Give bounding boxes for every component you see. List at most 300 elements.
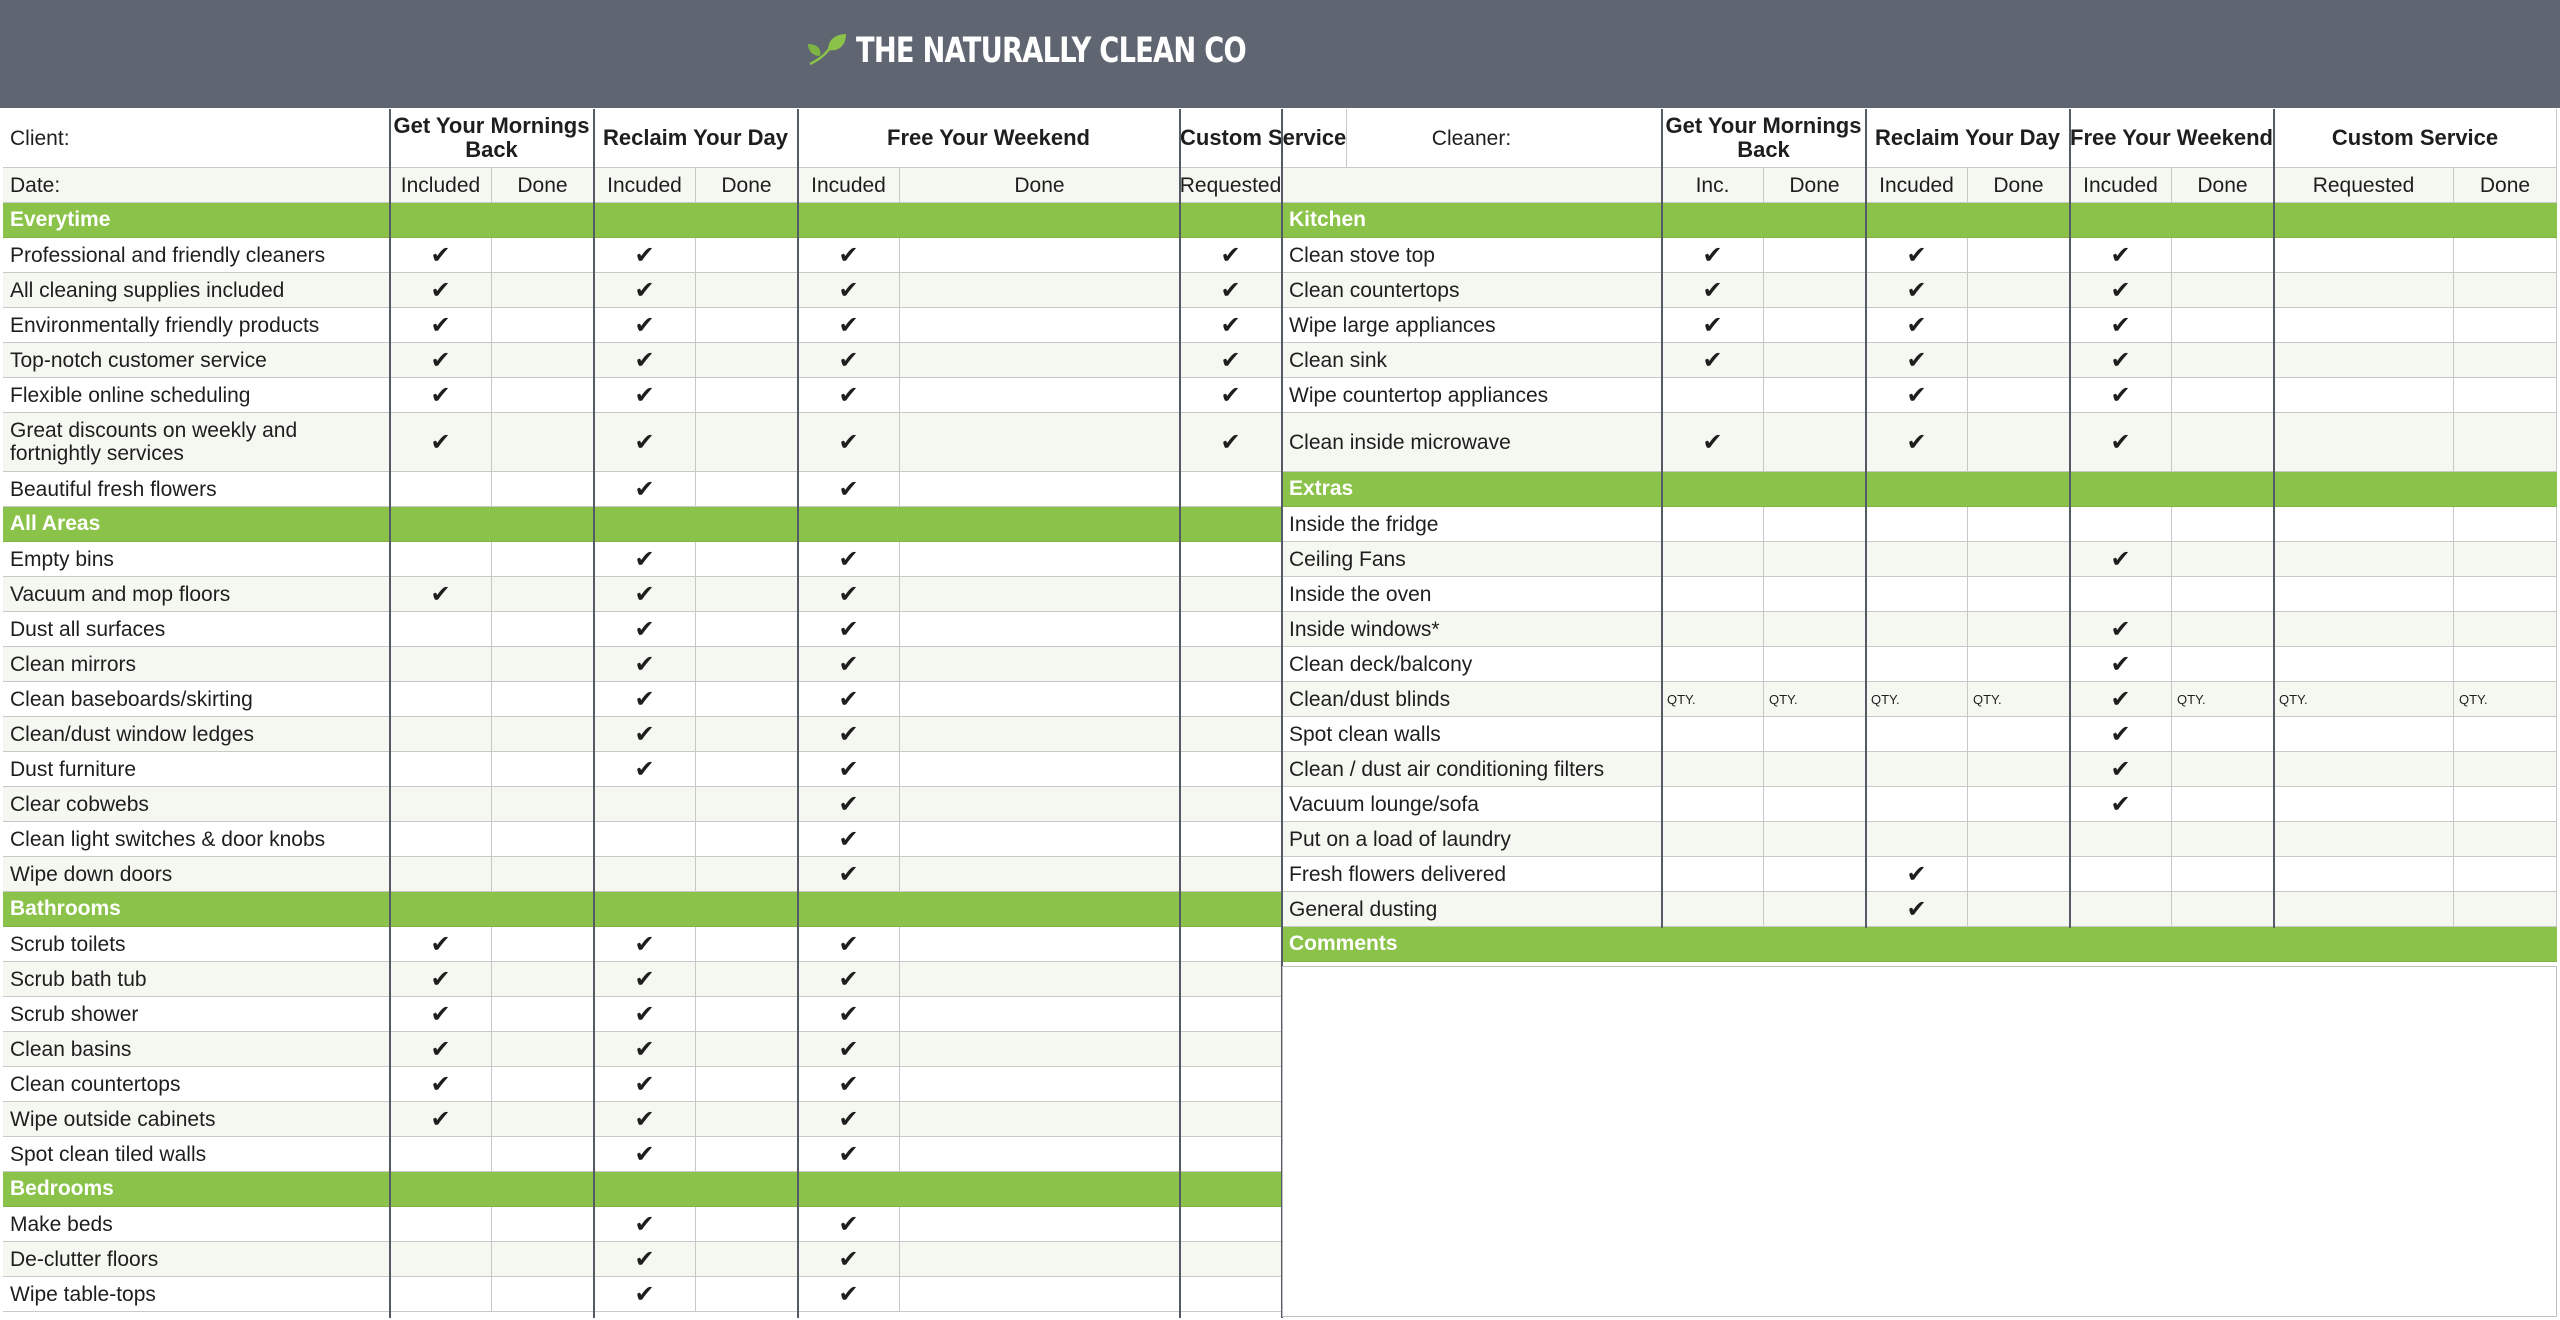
qty-cell[interactable]: QTY. [2454,682,2557,717]
done-cell[interactable] [1968,612,2070,647]
included-cell[interactable] [390,857,492,892]
qty-cell[interactable]: QTY. [2274,682,2454,717]
comments-area[interactable] [1282,966,2557,1317]
done-cell[interactable] [2172,343,2274,378]
done-cell[interactable] [696,1032,798,1067]
included-column-header: Incuded [594,168,696,203]
check-icon: ✔ [390,1067,492,1102]
included-cell[interactable] [1180,1242,1282,1277]
done-cell[interactable] [2172,787,2274,822]
done-column-header: Done [2454,168,2557,203]
done-cell[interactable] [1764,857,1866,892]
done-cell[interactable] [2454,507,2557,542]
included-cell[interactable] [2274,647,2454,682]
done-cell[interactable] [1968,542,2070,577]
check-icon: ✔ [390,997,492,1032]
included-cell[interactable] [1180,822,1282,857]
included-cell[interactable] [1866,507,1968,542]
done-cell[interactable] [900,472,1180,507]
done-cell[interactable] [2172,647,2274,682]
task-label: Beautiful fresh flowers [3,472,390,507]
done-cell[interactable] [696,1137,798,1172]
done-cell[interactable] [696,577,798,612]
done-cell[interactable] [900,612,1180,647]
done-cell[interactable] [2172,857,2274,892]
check-icon: ✔ [1180,378,1282,413]
done-cell[interactable] [900,542,1180,577]
included-cell[interactable] [1662,542,1764,577]
included-cell[interactable] [1866,822,1968,857]
included-cell[interactable] [1180,752,1282,787]
done-cell[interactable] [696,1102,798,1137]
left-plan-header: Custom Service [1180,109,1347,168]
done-cell[interactable] [2454,238,2557,273]
done-cell[interactable] [1968,378,2070,413]
done-cell[interactable] [2172,577,2274,612]
done-column-header: Done [1968,168,2070,203]
done-cell[interactable] [900,273,1180,308]
included-cell[interactable] [2274,612,2454,647]
done-cell[interactable] [492,308,594,343]
done-cell[interactable] [1764,413,1866,472]
date-label[interactable]: Date: [3,168,390,203]
done-cell[interactable] [696,413,798,472]
included-cell[interactable] [390,682,492,717]
included-cell[interactable] [390,1137,492,1172]
done-cell[interactable] [696,752,798,787]
done-cell[interactable] [1968,308,2070,343]
done-cell[interactable] [2454,577,2557,612]
done-cell[interactable] [696,273,798,308]
included-cell[interactable] [1866,577,1968,612]
done-cell[interactable] [2454,378,2557,413]
done-cell[interactable] [1968,273,2070,308]
done-cell[interactable] [900,1032,1180,1067]
done-cell[interactable] [1968,343,2070,378]
done-cell[interactable] [1764,378,1866,413]
done-cell[interactable] [1968,857,2070,892]
task-label: Inside the oven [1282,577,1662,612]
done-cell[interactable] [1968,507,2070,542]
done-cell[interactable] [696,612,798,647]
included-cell[interactable] [1180,1102,1282,1137]
check-icon: ✔ [390,238,492,273]
done-cell[interactable] [900,857,1180,892]
check-icon: ✔ [798,273,900,308]
qty-cell[interactable]: QTY. [1764,682,1866,717]
done-cell[interactable] [696,238,798,273]
task-label: Clean countertops [1282,273,1662,308]
done-cell[interactable] [900,1277,1180,1312]
done-cell[interactable] [2454,343,2557,378]
done-cell[interactable] [1764,507,1866,542]
done-cell[interactable] [1968,647,2070,682]
check-icon: ✔ [1662,238,1764,273]
section-header-all-areas: All Areas [3,507,1282,542]
check-icon: ✔ [2070,308,2172,343]
task-label: Clean light switches & door knobs [3,822,390,857]
task-label: Flexible online scheduling [3,378,390,413]
included-cell[interactable] [2274,717,2454,752]
done-cell[interactable] [2454,273,2557,308]
check-icon: ✔ [594,647,696,682]
included-cell[interactable] [2274,273,2454,308]
included-cell[interactable] [1180,787,1282,822]
done-cell[interactable] [2454,612,2557,647]
qty-cell[interactable]: QTY. [1662,682,1764,717]
included-cell[interactable] [2274,857,2454,892]
done-cell[interactable] [492,472,594,507]
done-cell[interactable] [1968,238,2070,273]
qty-cell[interactable]: QTY. [2172,682,2274,717]
done-cell[interactable] [1764,577,1866,612]
done-cell[interactable] [2172,507,2274,542]
task-label: Clean basins [3,1032,390,1067]
check-icon: ✔ [594,962,696,997]
check-icon: ✔ [594,308,696,343]
check-icon: ✔ [390,308,492,343]
done-cell[interactable] [900,717,1180,752]
done-cell[interactable] [492,682,594,717]
done-cell[interactable] [900,647,1180,682]
done-cell[interactable] [696,997,798,1032]
done-cell[interactable] [1968,413,2070,472]
included-cell[interactable] [2274,577,2454,612]
included-cell[interactable] [594,857,696,892]
check-icon: ✔ [594,472,696,507]
done-cell[interactable] [2172,238,2274,273]
done-cell[interactable] [696,542,798,577]
check-icon: ✔ [1180,308,1282,343]
done-cell[interactable] [1764,238,1866,273]
included-cell[interactable] [594,822,696,857]
included-cell[interactable] [1662,752,1764,787]
done-cell[interactable] [492,378,594,413]
done-cell[interactable] [900,1207,1180,1242]
done-cell[interactable] [2172,717,2274,752]
done-cell[interactable] [1968,822,2070,857]
included-cell[interactable] [390,1277,492,1312]
done-cell[interactable] [696,647,798,682]
qty-cell[interactable]: QTY. [1866,682,1968,717]
done-cell[interactable] [2454,647,2557,682]
done-cell[interactable] [696,822,798,857]
check-icon: ✔ [1866,378,1968,413]
included-cell[interactable] [390,1242,492,1277]
done-cell[interactable] [696,308,798,343]
check-icon: ✔ [798,1207,900,1242]
done-cell[interactable] [2454,892,2557,927]
included-cell[interactable] [1180,857,1282,892]
done-cell[interactable] [492,612,594,647]
check-icon: ✔ [594,612,696,647]
done-cell[interactable] [900,927,1180,962]
done-cell[interactable] [900,308,1180,343]
included-cell[interactable] [390,1207,492,1242]
done-cell[interactable] [492,343,594,378]
done-cell[interactable] [900,682,1180,717]
right-plan-header: Free Your Weekend [2070,109,2274,168]
included-cell[interactable] [2070,577,2172,612]
done-cell[interactable] [2172,542,2274,577]
right-cleaner-label[interactable]: Cleaner: [1282,109,1662,168]
check-icon: ✔ [2070,343,2172,378]
done-cell[interactable] [900,378,1180,413]
done-cell[interactable] [2172,612,2274,647]
done-cell[interactable] [1968,577,2070,612]
included-cell[interactable] [2274,238,2454,273]
check-icon: ✔ [798,542,900,577]
done-cell[interactable] [2454,857,2557,892]
included-cell[interactable] [1180,647,1282,682]
included-cell[interactable] [390,542,492,577]
done-cell[interactable] [1764,717,1866,752]
done-cell[interactable] [900,1137,1180,1172]
cleaner-date-blank[interactable] [1282,168,1662,203]
done-cell[interactable] [1764,308,1866,343]
done-cell[interactable] [1968,717,2070,752]
done-cell[interactable] [696,927,798,962]
included-cell[interactable] [1866,752,1968,787]
included-cell[interactable] [2274,752,2454,787]
done-cell[interactable] [1764,647,1866,682]
included-cell[interactable] [1662,577,1764,612]
included-cell[interactable] [390,787,492,822]
included-cell[interactable] [1180,1207,1282,1242]
done-cell[interactable] [1968,787,2070,822]
included-cell[interactable] [1662,822,1764,857]
included-cell[interactable] [1866,717,1968,752]
done-column-header: Done [1764,168,1866,203]
included-cell[interactable] [390,647,492,682]
done-cell[interactable] [900,787,1180,822]
done-cell[interactable] [492,1242,594,1277]
included-cell[interactable] [1180,997,1282,1032]
included-cell[interactable] [1180,927,1282,962]
done-cell[interactable] [1764,787,1866,822]
done-cell[interactable] [696,1067,798,1102]
done-cell[interactable] [492,1102,594,1137]
included-cell[interactable] [594,787,696,822]
included-cell[interactable] [2274,892,2454,927]
done-cell[interactable] [2172,273,2274,308]
done-cell[interactable] [2172,822,2274,857]
done-cell[interactable] [696,378,798,413]
check-icon: ✔ [594,717,696,752]
done-cell[interactable] [900,1102,1180,1137]
included-cell[interactable] [1866,542,1968,577]
included-cell[interactable] [1180,577,1282,612]
included-cell[interactable] [1662,612,1764,647]
done-cell[interactable] [1764,612,1866,647]
done-cell[interactable] [492,927,594,962]
done-cell[interactable] [900,1242,1180,1277]
done-cell[interactable] [492,238,594,273]
check-icon: ✔ [2070,612,2172,647]
check-icon: ✔ [390,1032,492,1067]
check-icon: ✔ [2070,273,2172,308]
done-cell[interactable] [492,413,594,472]
included-cell[interactable] [2070,892,2172,927]
included-cell[interactable] [1866,612,1968,647]
done-cell[interactable] [492,1277,594,1312]
done-cell[interactable] [492,822,594,857]
done-cell[interactable] [492,542,594,577]
task-label: Scrub bath tub [3,962,390,997]
task-label: Inside windows* [1282,612,1662,647]
check-icon: ✔ [390,343,492,378]
done-cell[interactable] [900,752,1180,787]
done-cell[interactable] [492,717,594,752]
done-cell[interactable] [696,682,798,717]
included-cell[interactable] [1180,612,1282,647]
included-cell[interactable] [1866,647,1968,682]
done-cell[interactable] [900,962,1180,997]
done-cell[interactable] [2454,717,2557,752]
included-cell[interactable] [390,822,492,857]
done-cell[interactable] [1968,892,2070,927]
included-cell[interactable] [1662,507,1764,542]
done-cell[interactable] [492,1032,594,1067]
included-cell[interactable] [1180,472,1282,507]
done-cell[interactable] [900,822,1180,857]
included-cell[interactable] [390,612,492,647]
task-label: Clean / dust air conditioning filters [1282,752,1662,787]
included-cell[interactable] [2274,822,2454,857]
included-cell[interactable] [390,752,492,787]
done-cell[interactable] [1764,343,1866,378]
done-cell[interactable] [696,962,798,997]
done-cell[interactable] [2172,892,2274,927]
included-cell[interactable] [2274,378,2454,413]
done-cell[interactable] [2454,822,2557,857]
done-cell[interactable] [2172,308,2274,343]
included-cell[interactable] [2274,787,2454,822]
left-plan-header: Get Your Mornings Back [390,109,594,168]
done-cell[interactable] [1764,273,1866,308]
check-icon: ✔ [390,413,492,472]
done-cell[interactable] [696,787,798,822]
done-cell[interactable] [2454,542,2557,577]
check-icon: ✔ [2070,413,2172,472]
done-cell[interactable] [492,1067,594,1102]
done-cell[interactable] [492,962,594,997]
done-cell[interactable] [492,1137,594,1172]
right-plan-header: Get Your Mornings Back [1662,109,1866,168]
done-cell[interactable] [696,1207,798,1242]
included-cell[interactable] [1180,542,1282,577]
done-cell[interactable] [696,1277,798,1312]
included-cell[interactable] [2070,822,2172,857]
included-cell[interactable] [1180,682,1282,717]
included-cell[interactable] [1662,717,1764,752]
check-icon: ✔ [594,1102,696,1137]
included-cell[interactable] [2274,413,2454,472]
section-header-comments: Comments [1282,927,2557,962]
included-cell[interactable] [2274,343,2454,378]
task-label: Clear cobwebs [3,787,390,822]
done-cell[interactable] [2454,308,2557,343]
included-cell[interactable] [1662,787,1764,822]
included-cell[interactable] [1180,1277,1282,1312]
check-icon: ✔ [798,1102,900,1137]
included-cell[interactable] [1180,717,1282,752]
done-cell[interactable] [492,577,594,612]
done-cell[interactable] [492,1207,594,1242]
done-cell[interactable] [492,752,594,787]
done-cell[interactable] [492,787,594,822]
left-client-label[interactable]: Client: [3,109,390,168]
included-cell[interactable] [1662,647,1764,682]
check-icon: ✔ [594,1207,696,1242]
done-cell[interactable] [900,1067,1180,1102]
done-cell[interactable] [1764,822,1866,857]
task-label: Clean/dust window ledges [3,717,390,752]
done-cell[interactable] [2172,413,2274,472]
done-cell[interactable] [2454,787,2557,822]
included-cell[interactable] [2070,857,2172,892]
done-cell[interactable] [900,413,1180,472]
included-cell[interactable] [1180,1137,1282,1172]
done-cell[interactable] [2454,752,2557,787]
done-cell[interactable] [2454,413,2557,472]
included-cell[interactable] [390,472,492,507]
included-cell[interactable] [1662,857,1764,892]
included-cell[interactable] [1662,892,1764,927]
check-icon: ✔ [1866,857,1968,892]
included-cell[interactable] [2070,507,2172,542]
done-cell[interactable] [900,238,1180,273]
done-cell[interactable] [900,577,1180,612]
included-cell[interactable] [1180,962,1282,997]
task-label: Empty bins [3,542,390,577]
included-cell[interactable] [2274,507,2454,542]
done-cell[interactable] [1764,752,1866,787]
done-cell[interactable] [900,997,1180,1032]
included-cell[interactable] [2274,308,2454,343]
check-icon: ✔ [1662,343,1764,378]
done-cell[interactable] [492,647,594,682]
done-cell[interactable] [492,273,594,308]
included-column-header: Incuded [1866,168,1968,203]
included-cell[interactable] [2274,542,2454,577]
done-cell[interactable] [900,343,1180,378]
done-cell[interactable] [492,857,594,892]
done-cell[interactable] [696,717,798,752]
done-cell[interactable] [2172,378,2274,413]
task-label: Clean inside microwave [1282,413,1662,472]
included-cell[interactable] [1180,1067,1282,1102]
done-cell[interactable] [696,472,798,507]
check-icon: ✔ [798,612,900,647]
included-cell[interactable] [1180,1032,1282,1067]
check-icon: ✔ [390,962,492,997]
done-cell[interactable] [2172,752,2274,787]
done-cell[interactable] [1764,542,1866,577]
task-label: Clean mirrors [3,647,390,682]
included-cell[interactable] [1662,378,1764,413]
done-cell[interactable] [1764,892,1866,927]
done-cell[interactable] [696,1242,798,1277]
done-cell[interactable] [696,343,798,378]
done-cell[interactable] [492,997,594,1032]
included-cell[interactable] [1866,787,1968,822]
done-cell[interactable] [1968,752,2070,787]
done-cell[interactable] [696,857,798,892]
qty-cell[interactable]: QTY. [1968,682,2070,717]
check-icon: ✔ [1866,413,1968,472]
included-cell[interactable] [390,717,492,752]
